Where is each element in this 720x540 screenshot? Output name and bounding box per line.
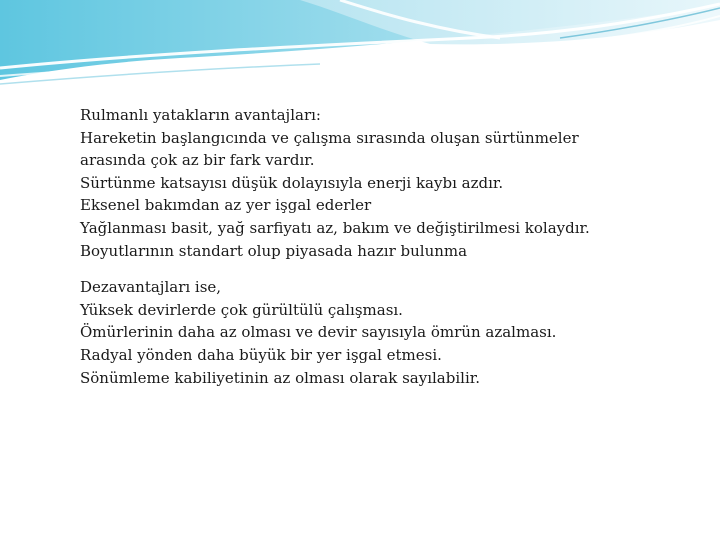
disadvantages-paragraph bbox=[80, 276, 700, 389]
disadvantage-line: Yüksek devirlerde çok gürültülü çalışması. bbox=[80, 300, 403, 319]
disadvantage-line: Ömürlerinin daha az olması ve devir sayısıyla ömrün azalması. bbox=[80, 323, 557, 342]
advantages-paragraph bbox=[80, 104, 700, 262]
slide-body bbox=[80, 104, 700, 389]
advantage-line: Sürtünme katsayısı düşük dolayısıyla enerji kaybı azdır. bbox=[80, 173, 504, 192]
disadvantage-line: Sönümleme kabiliyetinin az olması olarak sayılabilir. bbox=[80, 368, 481, 387]
disadvantage-line: Radyal yönden daha büyük bir yer işgal etmesi. bbox=[80, 345, 442, 364]
advantage-line: Boyutlarının standart olup piyasada hazır bulunma bbox=[80, 241, 468, 260]
advantage-line: arasında çok az bir fark vardır. bbox=[80, 151, 315, 170]
advantage-line: Eksenel bakımdan az yer işgal ederler bbox=[80, 196, 372, 215]
advantages-heading: Rulmanlı yatakların avantajları: bbox=[80, 106, 321, 124]
disadvantages-heading: Dezavantajları ise, bbox=[80, 278, 222, 297]
advantage-line: Hareketin başlangıcında ve çalışma sırasında oluşan sürtünmeler bbox=[80, 128, 579, 147]
advantage-line: Yağlanması basit, yağ sarfiyatı az, bakım ve değiştirilmesi kolaydır. bbox=[80, 218, 590, 237]
header-wave-banner bbox=[0, 0, 720, 90]
